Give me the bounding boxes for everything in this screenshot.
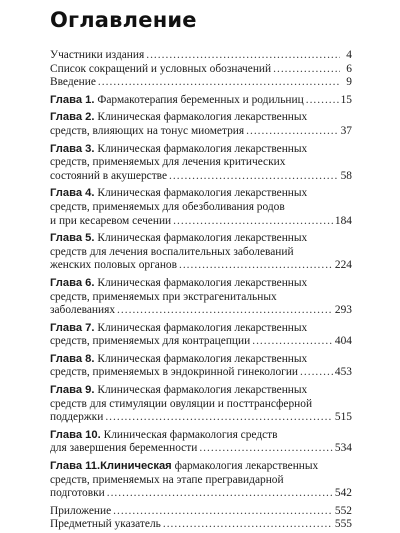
toc-entry-text: средств, применяемых для контрацепции bbox=[50, 335, 251, 348]
toc-chapter-label: Глава 8. bbox=[50, 352, 95, 365]
dot-leader bbox=[98, 76, 340, 90]
toc-entry-text: Фармакотерапия беременных и родильниц bbox=[97, 93, 304, 106]
toc-page-number: 515 bbox=[334, 411, 352, 424]
toc-chapter-label: Глава 9. bbox=[50, 384, 95, 397]
toc-entry[interactable] bbox=[50, 94, 352, 108]
toc-entry[interactable] bbox=[50, 429, 352, 456]
toc-entry[interactable] bbox=[50, 76, 352, 90]
toc-entry-text: состояний в акушерстве bbox=[50, 169, 168, 182]
toc-entry-text: заболеваниях bbox=[50, 304, 116, 317]
toc-chapter-label: Глава 7. bbox=[50, 321, 95, 334]
toc-entry-text: средств для стимуляции овуляции и посттрансферной bbox=[50, 397, 313, 410]
toc-page-number: 15 bbox=[340, 93, 352, 106]
toc-chapter-label: Глава 1. bbox=[50, 93, 95, 106]
toc-page-number: 555 bbox=[334, 518, 352, 531]
toc-page-number: 453 bbox=[334, 366, 352, 379]
toc-entry-text: Участники издания bbox=[50, 49, 145, 61]
dot-leader bbox=[179, 259, 333, 273]
toc-entry-text: средств, применяемых при экстрагенитальных bbox=[50, 290, 277, 303]
dot-leader bbox=[246, 125, 338, 139]
toc-page-number: 37 bbox=[340, 124, 352, 137]
dot-leader bbox=[252, 335, 333, 349]
toc-entry[interactable] bbox=[50, 460, 352, 501]
dot-leader bbox=[146, 49, 340, 63]
toc-entry-text: для завершения беременности bbox=[50, 442, 198, 455]
toc-entry-text: Введение bbox=[50, 76, 96, 89]
dot-leader bbox=[105, 411, 333, 425]
dot-leader bbox=[199, 442, 333, 456]
toc-entry[interactable] bbox=[50, 63, 352, 77]
toc-entry-text: Клиническая фармакология лекарственных bbox=[97, 187, 308, 200]
dot-leader bbox=[113, 505, 333, 519]
dot-leader bbox=[300, 366, 333, 380]
dot-leader bbox=[173, 215, 333, 229]
toc-entry-text: поддержки bbox=[50, 411, 104, 424]
toc-chapter-label: Глава 4. bbox=[50, 187, 95, 200]
toc-entry[interactable] bbox=[50, 143, 352, 184]
toc-entry[interactable] bbox=[50, 505, 352, 519]
toc-page-number: 4 bbox=[346, 49, 352, 61]
toc-entry-text: Клиническая фармакология лекарственных bbox=[97, 111, 308, 124]
toc-page-number: 542 bbox=[334, 487, 352, 500]
toc-page-number: 534 bbox=[334, 442, 352, 455]
toc-page-number: 224 bbox=[334, 259, 352, 272]
toc-entry-text: подготовки bbox=[50, 487, 105, 500]
toc-entry-text: средств, влияющих на тонус миометрия bbox=[50, 124, 245, 137]
toc-entry-text: средств для лечения воспалительных заболеваний bbox=[50, 245, 294, 258]
dot-leader bbox=[163, 518, 333, 532]
dot-leader bbox=[117, 304, 333, 318]
toc-entry-text: средств, применяемых для лечения критических bbox=[50, 156, 286, 169]
toc-entry-text: Список сокращений и условных обозначений bbox=[50, 62, 272, 75]
toc-entry[interactable] bbox=[50, 111, 352, 138]
toc-entry[interactable] bbox=[50, 187, 352, 228]
toc-entry-text: средств, применяемых на этапе прегравидарной bbox=[50, 473, 284, 486]
dot-leader bbox=[306, 94, 339, 108]
toc-entry[interactable] bbox=[50, 353, 352, 380]
toc-page-number: 293 bbox=[334, 304, 352, 317]
toc-entry-text: Клиническая фармакология лекарственных bbox=[97, 384, 308, 397]
toc-entry-text: и при кесаревом сечении bbox=[50, 214, 172, 227]
toc-entry-text: фармакология лекарственных bbox=[174, 460, 319, 473]
toc-entry[interactable] bbox=[50, 322, 352, 349]
toc-entry-text: Клиническая фармакология лекарственных bbox=[97, 142, 308, 155]
toc-entry-text: женских половых органов bbox=[50, 259, 177, 272]
toc-chapter-label: Глава 3. bbox=[50, 142, 95, 155]
toc-entry[interactable] bbox=[50, 49, 352, 63]
toc-chapter-label: Глава 6. bbox=[50, 276, 95, 289]
toc-chapter-label: Глава 2. bbox=[50, 111, 95, 124]
toc-entry[interactable] bbox=[50, 384, 352, 425]
dot-leader bbox=[273, 63, 340, 77]
toc-page-number: 6 bbox=[346, 62, 352, 75]
toc-entry-text: Клиническая фармакология лекарственных bbox=[97, 321, 308, 334]
toc-page-number: 552 bbox=[334, 504, 352, 517]
toc-entry-text: Клиническая фармакология лекарственных bbox=[97, 276, 308, 289]
toc-entry[interactable] bbox=[50, 277, 352, 318]
table-of-contents bbox=[50, 49, 352, 532]
toc-entry-text: Клиническая фармакология средств bbox=[103, 428, 278, 441]
page-title: Оглавление bbox=[50, 8, 197, 32]
toc-page-number: 184 bbox=[334, 214, 352, 227]
toc-entry-text: Предметный указатель bbox=[50, 518, 161, 531]
toc-chapter-label: Глава 5. bbox=[50, 232, 95, 245]
toc-chapter-label: Глава 11.Клиническая bbox=[50, 460, 172, 473]
toc-entry[interactable] bbox=[50, 518, 352, 532]
toc-entry-text: Клиническая фармакология лекарственных bbox=[97, 352, 308, 365]
dot-leader bbox=[169, 170, 339, 184]
toc-page-number: 58 bbox=[340, 169, 352, 182]
toc-entry-text: Приложение bbox=[50, 504, 112, 517]
toc-chapter-label: Глава 10. bbox=[50, 428, 101, 441]
dot-leader bbox=[107, 487, 333, 501]
toc-entry-text: средств, применяемых в эндокринной гинекологии bbox=[50, 366, 299, 379]
toc-page-number: 404 bbox=[334, 335, 352, 348]
toc-entry-text: Клиническая фармакология лекарственных bbox=[97, 232, 308, 245]
toc-entry-text: средств, применяемых для обезболивания родов bbox=[50, 200, 285, 213]
toc-entry[interactable] bbox=[50, 232, 352, 273]
toc-page-number: 9 bbox=[346, 76, 352, 89]
